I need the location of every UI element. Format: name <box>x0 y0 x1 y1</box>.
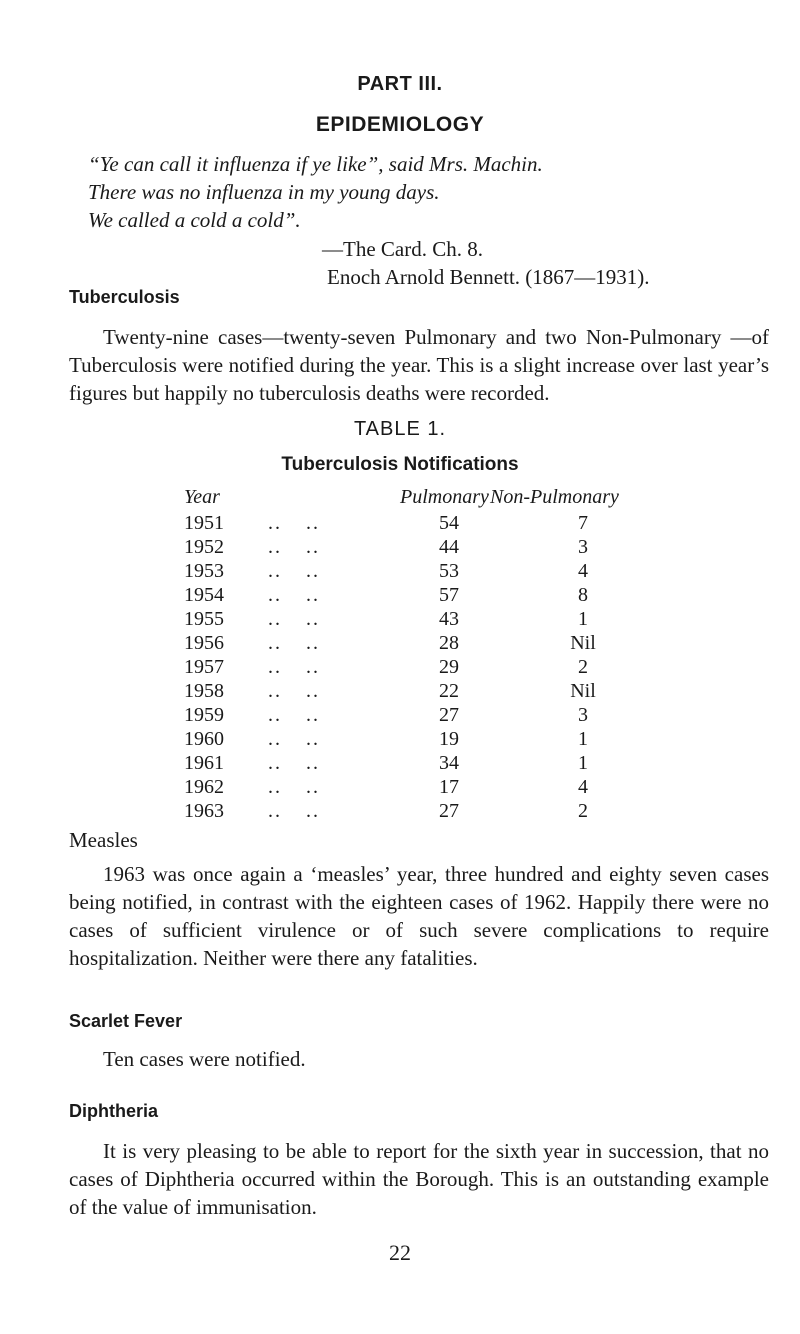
cell-pulmonary: 19 <box>439 728 459 750</box>
cell-year: 1962 <box>184 776 224 798</box>
cell-non-pulmonary: 4 <box>578 560 588 582</box>
table-row <box>0 704 800 728</box>
tuberculosis-heading: Tuberculosis <box>69 287 180 307</box>
epigraph-attribution <box>322 235 782 291</box>
cell-year: 1952 <box>184 536 224 558</box>
cell-pulmonary: 57 <box>439 584 459 606</box>
cell-year: 1961 <box>184 752 224 774</box>
notifications-table-body <box>0 512 800 824</box>
epigraph-author: Enoch Arnold Bennett. (1867—1931). <box>327 265 650 289</box>
cell-pulmonary: 27 <box>439 704 459 726</box>
cell-year: 1957 <box>184 656 224 678</box>
leader-dots: .. <box>306 584 320 606</box>
cell-year: 1954 <box>184 584 224 606</box>
part-heading: PART III. <box>357 73 443 95</box>
table-row <box>0 800 800 824</box>
table-row <box>0 536 800 560</box>
epigraph-line: We called a cold a cold”. <box>88 208 301 232</box>
cell-year: 1956 <box>184 632 224 654</box>
table-row <box>0 632 800 656</box>
measles-heading: Measles <box>69 828 138 852</box>
table-row <box>0 752 800 776</box>
leader-dots: .. <box>268 776 282 798</box>
leader-dots: .. <box>306 536 320 558</box>
leader-dots: .. <box>268 680 282 702</box>
leader-dots: .. <box>268 584 282 606</box>
table-row <box>0 656 800 680</box>
table-row <box>0 728 800 752</box>
cell-year: 1955 <box>184 608 224 630</box>
leader-dots: .. <box>306 512 320 534</box>
leader-dots: .. <box>268 728 282 750</box>
cell-pulmonary: 43 <box>439 608 459 630</box>
cell-pulmonary: 44 <box>439 536 459 558</box>
cell-non-pulmonary: 2 <box>578 800 588 822</box>
leader-dots: .. <box>306 800 320 822</box>
cell-pulmonary: 54 <box>439 512 459 534</box>
leader-dots: .. <box>268 536 282 558</box>
tuberculosis-paragraph: Twenty-nine cases—twenty-seven Pulmonary and two Non-Pulmonary —of Tuberculosis were notified during the year. This is a slight increase over last year’s figures but happily no tuberculosis deaths were recorded. <box>69 325 769 405</box>
diphtheria-heading: Diphtheria <box>69 1101 159 1121</box>
cell-non-pulmonary: Nil <box>570 680 596 702</box>
cell-non-pulmonary: 3 <box>578 536 588 558</box>
cell-year: 1951 <box>184 512 224 534</box>
leader-dots: .. <box>306 560 320 582</box>
table-label: TABLE 1. <box>353 418 447 440</box>
cell-non-pulmonary: 4 <box>578 776 588 798</box>
leader-dots: .. <box>268 560 282 582</box>
leader-dots: .. <box>306 608 320 630</box>
cell-non-pulmonary: Nil <box>570 632 596 654</box>
leader-dots: .. <box>306 752 320 774</box>
epigraph-quote <box>88 150 768 234</box>
leader-dots: .. <box>268 704 282 726</box>
cell-non-pulmonary: 8 <box>578 584 588 606</box>
leader-dots: .. <box>268 800 282 822</box>
cell-non-pulmonary: 3 <box>578 704 588 726</box>
cell-pulmonary: 28 <box>439 632 459 654</box>
measles-paragraph: 1963 was once again a ‘measles’ year, three hundred and eighty seven cases being notified, in contrast with the eighteen cases of 1962. Happily there were no cases of sufficient virulence or of such severe complications to require hospitalization. Neither were there any fatalities. <box>69 862 769 970</box>
scarlet-fever-heading: Scarlet Fever <box>69 1011 183 1031</box>
cell-non-pulmonary: 1 <box>578 752 588 774</box>
column-header-pulmonary: Pulmonary <box>400 486 489 508</box>
leader-dots: .. <box>306 632 320 654</box>
epigraph-line: “Ye can call it influenza if ye like”, said Mrs. Machin. <box>88 152 543 176</box>
leader-dots: .. <box>306 680 320 702</box>
table-row <box>0 560 800 584</box>
table-row <box>0 584 800 608</box>
leader-dots: .. <box>268 632 282 654</box>
cell-pulmonary: 17 <box>439 776 459 798</box>
epigraph-line: There was no influenza in my young days. <box>88 180 440 204</box>
leader-dots: .. <box>268 752 282 774</box>
table-row <box>0 680 800 704</box>
table-row <box>0 512 800 536</box>
cell-year: 1960 <box>184 728 224 750</box>
cell-year: 1953 <box>184 560 224 582</box>
table-row <box>0 776 800 800</box>
cell-non-pulmonary: 1 <box>578 608 588 630</box>
column-header-year: Year <box>184 486 220 508</box>
leader-dots: .. <box>306 776 320 798</box>
cell-pulmonary: 53 <box>439 560 459 582</box>
scarlet-fever-paragraph: Ten cases were notified. <box>103 1047 306 1071</box>
leader-dots: .. <box>268 656 282 678</box>
cell-year: 1963 <box>184 800 224 822</box>
cell-pulmonary: 29 <box>439 656 459 678</box>
diphtheria-paragraph: It is very pleasing to be able to report for the sixth year in succession, that no cases of Diphtheria occurred within the Borough. This is an outstanding example of the value of immunisation. <box>69 1139 769 1219</box>
leader-dots: .. <box>268 608 282 630</box>
cell-year: 1959 <box>184 704 224 726</box>
leader-dots: .. <box>306 728 320 750</box>
cell-year: 1958 <box>184 680 224 702</box>
table-row <box>0 608 800 632</box>
column-header-non-pulmonary: Non-Pulmonary <box>490 486 619 508</box>
leader-dots: .. <box>306 704 320 726</box>
cell-non-pulmonary: 1 <box>578 728 588 750</box>
section-title: EPIDEMIOLOGY <box>315 113 485 136</box>
cell-pulmonary: 22 <box>439 680 459 702</box>
cell-non-pulmonary: 7 <box>578 512 588 534</box>
epigraph-source: —The Card. Ch. 8. <box>322 237 483 261</box>
cell-non-pulmonary: 2 <box>578 656 588 678</box>
leader-dots: .. <box>306 656 320 678</box>
page-number: 22 <box>389 1240 411 1265</box>
cell-pulmonary: 34 <box>439 752 459 774</box>
leader-dots: .. <box>268 512 282 534</box>
table-title: Tuberculosis Notifications <box>281 454 519 475</box>
cell-pulmonary: 27 <box>439 800 459 822</box>
